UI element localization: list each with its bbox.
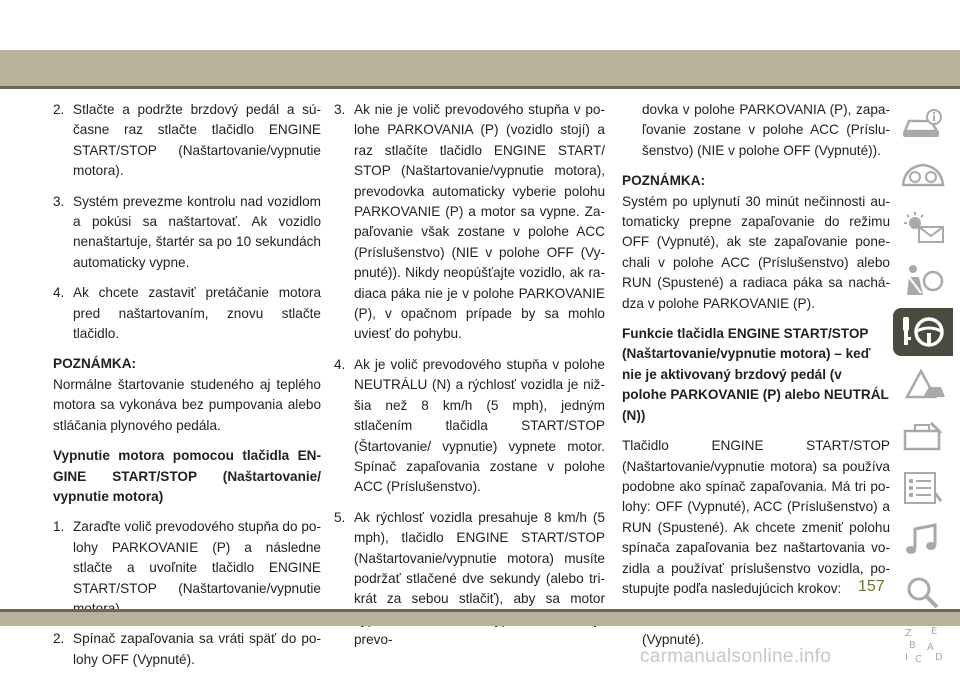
index-letter: C	[915, 654, 922, 664]
list-text: Systém prevezme kontrolu nad vozidlom a pokúsi sa naštartovať. Ak vozidlo nenaštartuje, štartér sa po 10 sekundách automaticky vypne.	[73, 193, 321, 270]
section-heading: Funkcie tlačidla ENGINE START/STOP (Naštartovanie/vypnutie motora) – keď nie je aktivovaný brzdový pedál (v polohe PARKOVANIE (P) alebo NEUTRÁL (N))	[622, 326, 889, 423]
list-item	[334, 100, 605, 345]
list-number: 1.	[53, 519, 65, 535]
list-number: 3.	[334, 102, 346, 117]
page-number: 157	[858, 578, 885, 595]
list-item	[334, 508, 605, 651]
list-text: Spínač zapaľovania sa vráti späť do polohy OFF (Vypnuté).	[73, 631, 321, 667]
header-blank	[0, 0, 960, 50]
alphabet-index-icon	[901, 624, 945, 664]
note-label: POZNÁMKA:	[622, 173, 706, 189]
list-number: 4.	[334, 356, 346, 372]
tab-multimedia[interactable]	[893, 516, 953, 564]
list-number: 2.	[53, 102, 65, 117]
note-text: Normálne štartovanie studeného aj teplého motora sa vykonáva bez pumpovania alebo stláčania plynového pedála.	[53, 376, 321, 433]
seatbelt-airbag-icon	[901, 263, 945, 297]
car-info-icon	[901, 107, 945, 141]
list-item	[53, 629, 321, 670]
tab-index[interactable]	[893, 620, 953, 668]
tab-starting-operating[interactable]	[893, 308, 953, 356]
paragraph: Tlačidlo ENGINE START/STOP (Naštartovanie/vypnutie motora) sa používa podobne ako spínač zapaľovania. Má tri polohy: OFF (Vypnuté), ACC (Príslušenstvo) a RUN (Spustené). Ak chcete zmeniť polohu spínača zapaľovania bez naštartovania vozidla a používať príslušenstvo vozidla, postupujte podľa nasledujúcich krokov:	[622, 438, 890, 596]
footer-band	[0, 612, 960, 626]
watermark-text: carmanualsonline.info	[640, 646, 832, 667]
key-steering-wheel-icon	[899, 313, 947, 351]
list-item	[53, 192, 321, 274]
list-number: 4.	[53, 285, 65, 301]
list-item	[53, 283, 321, 344]
continued-text: dovka v polohe PARKOVANIA (P), zapaľovanie zostane v polohe ACC (Príslušenstvo) (NIE v polohe OFF (Vypnuté)).	[642, 102, 890, 158]
index-letter: Z	[905, 628, 912, 639]
checklist-icon	[901, 471, 945, 505]
tab-dashboard[interactable]	[893, 152, 953, 200]
list-text: Ak je volič prevodového stupňa v polohe NEUTRÁLU (N) a rýchlosť vozidla je nižšia než 8 km/h (5 mph), jedným stlačením tlačidla START/STOP (Štartovanie/ vypnutie) vypnete motor. Spínač zapaľovania zostane v polohe ACC (Príslušenstvo).	[354, 356, 605, 495]
tab-controls[interactable]	[893, 204, 953, 252]
chapter-sidebar	[893, 100, 953, 672]
music-note-icon	[901, 523, 945, 557]
section-heading: Vypnutie motora pomocou tlačidla ENGINE START/STOP (Naštartovanie/ vypnutie motora)	[53, 448, 321, 504]
note	[622, 171, 890, 314]
warning-car-icon	[901, 367, 945, 401]
list-text: Ak nie je volič prevodového stupňa v polohe PARKOVANIA (P) (vozidlo stojí) a raz stlačíte tlačidlo ENGINE START/ STOP (Naštartovanie/vypnutie motora), prevodovka automaticky vyberie polohu PARKOVANIE (P) a motor sa vypne. Zapaľovanie však zostane v polohe ACC (Príslušenstvo) (NIE v polohe OFF (Vypnuté)). Nikdy neopúšťajte vozidlo, ak radiaca páka nie je v polohe PARKOVANIE (P), v opačnom prípade by sa mohlo uviesť do pohybu.	[354, 102, 605, 342]
list-text: Stlačte a podržte brzdový pedál a súčasne raz stlačte tlačidlo ENGINE START/STOP (Naštartovanie/vypnutie motora).	[73, 102, 321, 179]
column-3	[622, 100, 890, 660]
header-rule	[0, 86, 960, 89]
list-item	[53, 517, 321, 619]
header-band	[0, 50, 960, 86]
tab-emergency[interactable]	[893, 360, 953, 408]
list-item	[53, 100, 321, 182]
tab-specifications[interactable]	[893, 464, 953, 512]
index-letter: E	[931, 626, 938, 637]
index-letter: B	[909, 640, 916, 651]
dashboard-icon	[901, 159, 945, 193]
index-letter: A	[927, 642, 934, 653]
list-text: Ak rýchlosť vozidla presahuje 8 km/h (5 mph), tlačidlo ENGINE START/STOP (Naštartovanie/vypnutie motora) musíte podržať stlačené dve sekundy (alebo trikrát za sebou stlačiť), aby sa motor prevo-	[354, 509, 605, 648]
tab-safety[interactable]	[893, 256, 953, 304]
list-text: (Vypnuté).	[642, 631, 705, 647]
note-text: Systém po uplynutí 30 minút nečinnosti automaticky prepne zapaľovanie do režimu OFF (Vypnuté), ak ste zapaľovanie ponechali v polohe ACC (Príslušenstvo) alebo RUN (Spustené) a radiaca páka sa nachádza v polohe PARKOVANIE (P).	[622, 193, 890, 311]
note	[53, 354, 321, 436]
index-letter: D	[935, 652, 943, 663]
column-2	[334, 100, 605, 661]
sun-mail-icon	[901, 211, 945, 245]
tab-car-info[interactable]	[893, 100, 953, 148]
tab-servicing[interactable]	[893, 412, 953, 460]
magnifier-icon	[901, 575, 945, 609]
column-1	[53, 100, 321, 680]
note-label: POZNÁMKA:	[53, 356, 137, 372]
index-letter: I	[905, 652, 908, 663]
list-item	[334, 355, 605, 498]
list-number: 2.	[53, 631, 65, 647]
list-text: Ak chcete zastaviť pretáčanie motora pred naštartovaním, znovu stlačte tlačidlo.	[73, 285, 321, 342]
list-text: Zaraďte volič prevodového stupňa do polohy PARKOVANIE (P) a následne stlačte a uvoľnite tlačidlo ENGINE START/STOP (Naštartovanie/vypnutie	[73, 519, 321, 596]
list-number: 5.	[334, 509, 346, 525]
toolbox-icon	[901, 419, 945, 453]
list-number: 3.	[53, 193, 65, 209]
